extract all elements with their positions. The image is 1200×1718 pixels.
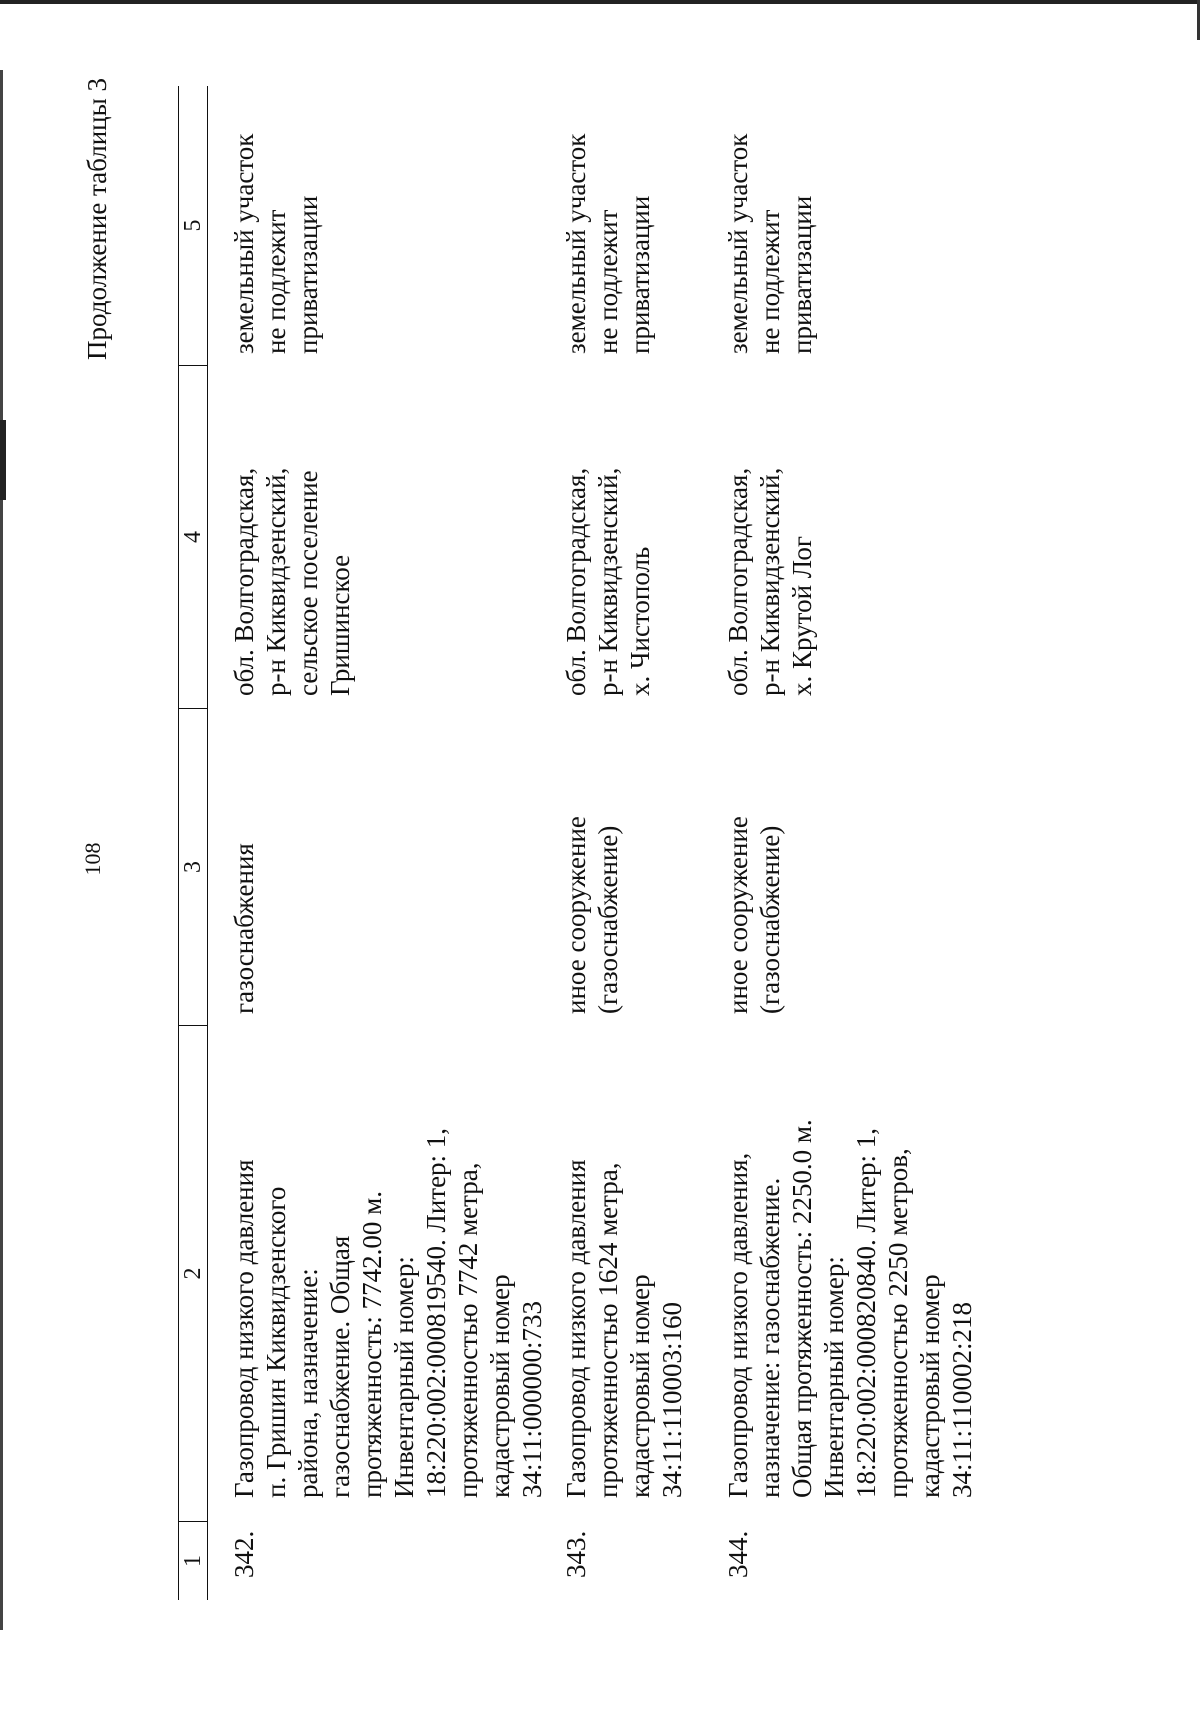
row-address: обл. Волгоградская, р-н Киквидзенский, сельское поселение Гришинское <box>229 467 355 696</box>
row-address: обл. Волгоградская, р-н Киквидзенский, х. Чистополь <box>561 467 655 696</box>
row-note: земельный участок не подлежит приватизации <box>229 133 323 354</box>
row-type: газоснабжения <box>229 843 259 1014</box>
row-type: иное сооружение (газоснабжение) <box>723 816 785 1014</box>
row-number: 343. <box>561 1530 591 1578</box>
row-number: 344. <box>723 1530 753 1578</box>
row-note: земельный участок не подлежит приватизации <box>723 133 817 354</box>
row-description: Газопровод низкого давления протяженностью 1624 метра, кадастровый номер 34:11:110003:160 <box>561 1159 687 1498</box>
row-description: Газопровод низкого давления п. Гришин Киквидзенского района, назначение: газоснабжение. Общая протяженность: 7742.00 м. Инвентарный номер: 18:220:002:000819540. Литер: 1, протяженностью 7742 метра, кадастровый номер 34:11:000000:733 <box>229 1127 547 1498</box>
table-caption: Продолжение таблицы 3 <box>82 78 112 360</box>
row-description: Газопровод низкого давления, назначение: газоснабжение. Общая протяженность: 2250.0 м. Инвентарный номер: 18:220:002:000820840. Литер: 1, протяженностью 2250 метров, кадастровый номер 34:11:110002:218 <box>723 1119 977 1498</box>
header-col-1: 1 <box>180 1555 206 1567</box>
row-type: иное сооружение (газоснабжение) <box>561 816 623 1014</box>
row-address: обл. Волгоградская, р-н Киквидзенский, х. Крутой Лог <box>723 467 817 696</box>
header-col-3: 3 <box>179 709 207 1026</box>
header-col-2: 2 <box>179 1026 207 1522</box>
header-col-4: 4 <box>179 366 207 709</box>
row-number: 342. <box>229 1530 259 1578</box>
header-col-5: 5 <box>179 86 207 366</box>
table-header <box>178 86 208 1600</box>
page-number: 108 <box>80 842 105 876</box>
property-table <box>178 86 977 1600</box>
row-note: земельный участок не подлежит приватизации <box>561 133 655 354</box>
